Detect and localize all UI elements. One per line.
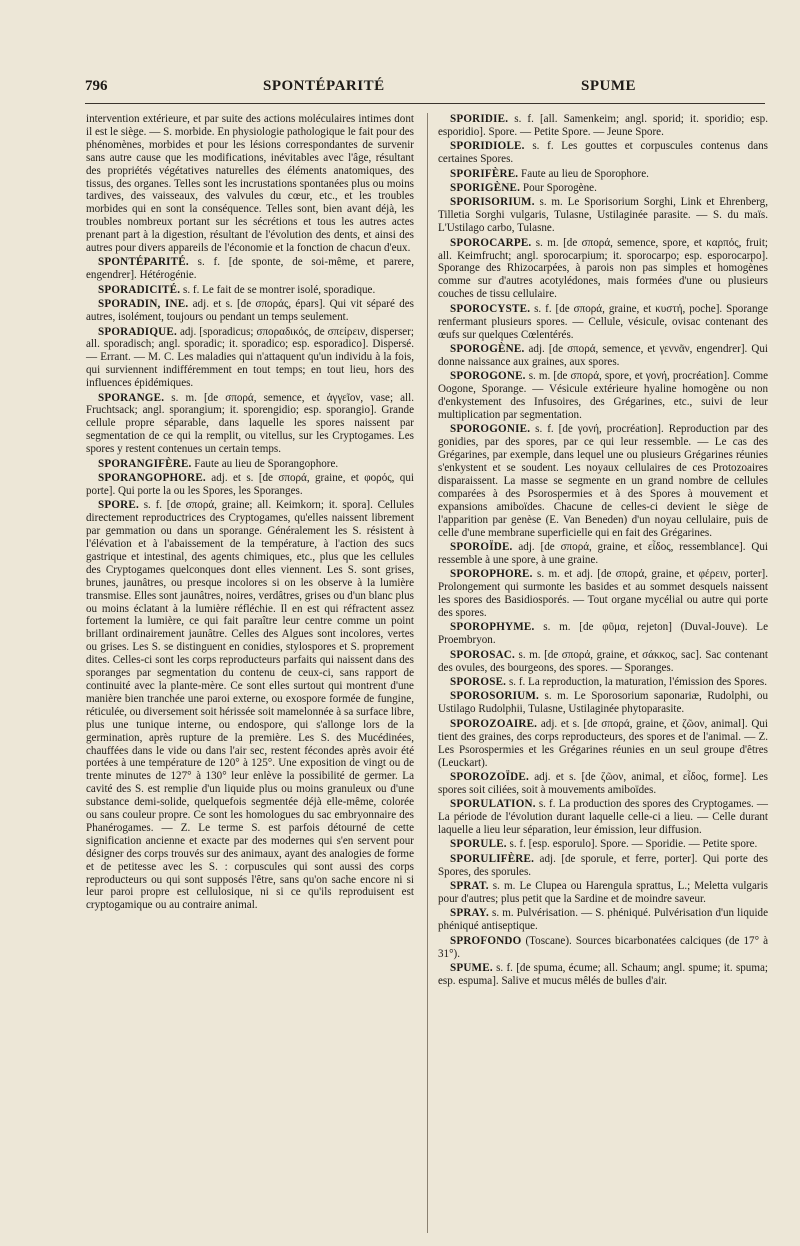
left-column [86,113,414,914]
dictionary-entry [438,182,768,195]
entry-definition: s. m. [de σπορά, graine, et σάκκος, sac]. Sac contenant des ovules, des bourgeons, des spores. — Sporanges. [438,648,768,674]
entry-headword: SPORADICITÉ. [98,283,181,296]
entry-definition: adj. [de σπορά, graine, et εἶδος, ressemblance]. Qui ressemble à une spore, à une graine. [438,541,768,566]
dictionary-entry [438,370,768,422]
page-number: 796 [85,78,108,94]
right-running-head: SPUME [581,78,636,94]
entry-headword: SPOROGONIE. [450,423,531,436]
dictionary-entry [438,962,768,988]
dictionary-entry [438,690,768,716]
entry-headword: SPOROCARPE. [450,236,532,249]
dictionary-entry [438,771,768,797]
entry-headword: SPOROCYSTE. [450,302,531,315]
entry-headword: SPOROPHORE. [450,568,533,581]
entry-headword: SPOROSAC. [450,648,515,661]
entry-definition: s. m. et adj. [de σπορά, graine, et φέρειν, porter]. Prolongement qui surmonte les basides et au sommet desquels naissent les spores des Basidiosporés. — Tout organe mycélial ou autre qui porte des spores. [438,568,768,620]
entry-definition: (Toscane). Sources bicarbonatées calciques (de 17° à 31°). [438,934,768,960]
entry-definition: adj. et s. [de σπορά, graine, et φορός, qui porte]. Qui porte la ou les Spores, les Sporanges. [86,471,414,497]
entry-headword: SPRAY. [450,907,489,920]
entry-definition: s. m. [de φῦμα, rejeton] (Duval-Jouve). Le Proembryon. [438,621,768,647]
dictionary-entry [438,676,768,689]
dictionary-entry [438,798,768,837]
entry-definition: s. f. La production des spores des Cryptogames. — La période de l'évolution durant laquelle celle-ci a lieu. — Celle durant laquelle a lieu leur séparation, leur émission, leur diffusion. [438,798,768,837]
entry-definition: s. f. La reproduction, la maturation, l'émission des Spores. [506,676,767,689]
right-column [438,113,768,989]
entry-headword: SPOROGONE. [450,370,526,383]
dictionary-entry [86,326,414,391]
dictionary-entry [438,196,768,235]
entry-definition: Faute au lieu de Sporophore. [518,167,649,180]
dictionary-entry [438,168,768,181]
dictionary-entry [438,907,768,933]
dictionary-entry [86,298,414,324]
entry-definition: adj. et s. [de σπορά, graine, et ζῶον, animal]. Qui tient des graines, des corps reproducteurs, des spores et de l'animal. — Z. Les Psorospermies et les Grégarines réunies en un seul groupe d'êtres (Leuckart). [438,717,768,769]
entry-headword: SPORANGIFÈRE. [98,457,192,470]
entry-definition: adj. et s. [de ζῶον, animal, et εἶδος, forme]. Les spores soit ciliées, soit à mouvements amiboïdes. [438,770,768,796]
dictionary-entry [438,838,768,851]
dictionary-entry [438,237,768,302]
entry-definition: adj. [sporadicus; σποραδικός, de σπείρειν, disperser; all. sporadisch; angl. sporadic; it. sporadico; esp. esporadico]. Dispersé. — Errant. — M. C. Les maladies qui n'attaquent qu'un individu à la fois, qui surviennent indifféremment en tout temps; en tout lieu, hors des influences épidémiques. [86,325,414,390]
entry-definition: s. m. Le Sporisorium Sorghi, Link et Ehrenberg, Tilletia Sorghi vulgaris, Tulasne, Ustilaginée parasite. — S. du maïs. L'Ustilago carbo, Tulasne. [438,196,768,235]
entry-headword: SPOROZOAIRE. [450,717,538,730]
entry-definition: s. f. [de γονή, procréation]. Reproduction par des gonidies, par des spores, par ce qui leur ressemble. — Le cas des Grégarines, par exemple, dans lequel une ou plusieurs Grégarines réunies s'enkystent et se soudent. Les noyaux cellulaires de ces Protozoaires disparaissent. La masse se segmente en un grand nombre de cellules comparées à des Psorospermies et à des Spores à mouvement et expansions amiboïdes. Chacune de celles-ci devient le siège de l'apparition par genèse (E. Van Beneden) d'un noyau cellulaire, puis de celle d'une membrane superficielle qui en fait des Grégarines. [438,423,768,539]
entry-headword: SPROFONDO [450,934,522,947]
dictionary-entry [86,113,414,255]
entry-headword: SPOROZOÏDE. [450,770,529,783]
entry-headword: SPOROGÈNE. [450,342,525,355]
dictionary-entry [86,499,414,912]
header-rule [85,103,765,104]
entry-definition: s. m. Le Clupea ou Harengula sprattus, L.; Meletta vulgaris pour d'autres; plus petit que la Sardine et de moindre saveur. [438,880,768,906]
dictionary-entry [438,343,768,369]
entry-definition: s. f. [de σπορά, graine; all. Keimkorn; it. spora]. Cellules directement reproductrices des Cryptogames, qu'elles naissent librement par gemmation ou dans un sporange. Généralement les S. résistent à l'élévation et à l'abaissement de la température, à l'action des sucs gastrique et intestinal, des agents chimiques, etc., plus que les cellules des Cryptogames quelconques dont elles viennent. Les S. sont grises, brunes, jaunâtres, ou presque incolores si on les observe à la lumière transmise. Elles sont jaunâtres, noires, verdâtres, grises ou d'un blanc plus ou moins éclatant à la lumière réfléchie. Il en est qui réfractent assez fortement la lumière, ce qui fait paraître leur centre comme un point brillant ordinairement jaunâtre. Celles des Algues sont incolores, vertes ou grises. Les S. se distinguent en conidies, stylospores et S. proprement dites. Celles-ci sont les corps reproducteurs parfaits qui naissent dans des sporanges par segmentation du contenu de ceux-ci, sans rapport de continuité avec la plante-mère. Ce sont elles surtout qui montrent d'une manière bien tranchée une paroi externe, ou exospore formée de fungine, réticulée, ou diversement soit hérissée soit mamelonnée à sa surface libre, plus une tunique interne, ou endospore, qui s'allonge lors de la germination, après rupture de la première. Les S. des Mucédinées, chauffées dans le vide ou dans l'air sec, restent fécondes après avoir été portées à une température de 120° à 125°. Une exposition de vingt ou de trente minutes de 127° à 130° leur enlève la possibilité de germer. La cavité des S. est remplie d'un liquide plus ou moins granuleux ou d'une substance demi-solide, quelquefois segmentée déjà elle-même, colorée ou sans couleur propre. Ce sont les homologues du sac embryonnaire des Phanérogames. — Z. Le terme S. est parfois détourné de cette signification ancienne et exacte par des modernes qui s'en servent pour désigner des corps trouvés sur des animaux, ayant des analogies de forme et de petitesse avec les S. : corpuscules qui sont aussi des corps reproducteurs ou qui sont supposés l'être, sans qu'on sache encore ni si leur paroi propre est cellulosique, ni si ce qu'ils reproduisent est cryptogamique ou au contraire animal. [86,499,414,912]
entry-definition: s. m. [de σπορά, semence, et ἀγγεῖον, vase; all. Fruchtsack; angl. sporangium; it. sporengidio; esp. sporangio]. Grande cellule propre séparable, dans laquelle les spores naissent par segmentation de ce qui la remplit, ou vitellus, sur les Cryptogames. Les spores y restent contenues un certain temps. [86,391,414,456]
entry-definition: s. m. [de σπορά, semence, spore, et καρπός, fruit; all. Keimfrucht; angl. sporocarpium; it. sporocarpo; esp. esporocarpo]. Sporange des Rhizocarpées, à parois non pas simples et homogènes comme sur d'autres acotylédones, mais formées d'une ou plusieurs couches de tissu cellulaire. [438,236,768,301]
dictionary-entry [438,303,768,342]
entry-headword: SPORIGÈNE. [450,182,521,195]
entry-definition: intervention extérieure, et par suite des actions moléculaires intimes dont il est le siège. — S. morbide. En physiologie pathologique le fait pour des phénomènes, morbides et pour les lésions correspondantes de survenir sans autre cause que les modifications, inévitables avec l'âge, résultant des propriétés végétatives naturelles des éléments anatomiques, des tissus, des organes. Telles sont les incrustations spontanées plus ou moins tardives, des vaisseaux, des valvules du cœur, etc., et les troubles morbides qui en sont la conséquence. Telles sont, bien avant déjà, les troubles nombreux portant sur les sécrétions et tous les autres actes prenant part à la digestion, résultant de l'évolution des dents, et ainsi des autres pour divers appareils de l'économie et la fonction de chacun d'eux. [86,113,414,255]
dictionary-entry [438,718,768,770]
dictionary-entry [86,284,414,297]
entry-definition: adj. [de sporule, et ferre, porter]. Qui porte des Spores, des sporules. [438,852,768,878]
entry-definition: adj. et s. [de σποράς, épars]. Qui vit séparé des autres, isolément, toujours ou pendant un temps seulement. [86,298,414,324]
entry-headword: SPORULATION. [450,798,536,811]
dictionary-entry [438,113,768,139]
entry-headword: SPORE. [98,499,139,512]
left-running-head: SPONTÉPARITÉ [263,78,385,94]
dictionary-entry [438,568,768,620]
dictionary-entry [438,649,768,675]
entry-headword: SPOROPHYME. [450,621,535,634]
entry-headword: SPORIDIOLE. [450,140,525,153]
entry-headword: SPORIDIE. [450,113,509,125]
entry-definition: s. m. [de σπορά, spore, et γονή, procréation]. Comme Oogone, Sporange. — Vésicule extérieure hyaline homogène ou non d'enkystement des Infusoires, des Grégarines, etc., suivi de leur multiplication par segmentation. [438,370,768,421]
dictionary-entry [86,458,414,471]
dictionary-entry [438,140,768,166]
entry-definition: s. f. Les gouttes et corpuscules contenus dans certaines Spores. [438,140,768,166]
entry-headword: SPORULIFÈRE. [450,852,535,865]
dictionary-entry [438,935,768,961]
dictionary-entry [438,541,768,567]
entry-definition: s. f. [de spuma, écume; all. Schaum; angl. spume; it. spuma; esp. espuma]. Salive et mucus mêlés de bulles d'air. [438,962,768,987]
entry-definition: s. f. [de σπορά, graine, et κυστή, poche]. Sporange renfermant plusieurs spores. — Cellule, vésicule, ovisac contenant des œufs sur quelques Cœlentérés. [438,302,768,341]
entry-definition: s. f. Le fait de se montrer isolé, sporadique. [180,283,376,296]
entry-headword: SPORISORIUM. [450,196,535,209]
entry-headword: SPORANGOPHORE. [98,471,206,484]
entry-headword: SPRAT. [450,880,489,893]
entry-headword: SPOROSORIUM. [450,690,539,703]
dictionary-entry [438,853,768,879]
entry-headword: SPORADIQUE. [98,325,177,338]
entry-headword: SPORIFÈRE. [450,167,519,180]
entry-headword: SPORANGE. [98,391,165,404]
entry-headword: SPUME. [450,962,493,975]
column-divider [427,113,428,1233]
entry-headword: SPORADIN, INE. [98,298,189,311]
entry-headword: SPOROÏDE. [450,541,513,553]
entry-headword: SPONTÉPARITÉ. [98,256,189,269]
entry-definition: adj. [de σπορά, semence, et γεννᾶν, engendrer]. Qui donne naissance aux graines, aux spores. [438,342,768,368]
entry-definition: s. m. Le Sporosorium saponariæ, Rudolphi, ou Ustilago Rudolphii, Tulasne, Ustilaginée phytoparasite. [438,690,768,716]
entry-definition: s. m. Pulvérisation. — S. phéniqué. Pulvérisation d'un liquide phéniqué antiseptique. [438,907,768,933]
dictionary-entry [438,423,768,539]
entry-definition: Pour Sporogène. [520,182,597,195]
entry-headword: SPOROSE. [450,676,507,689]
entry-definition: s. f. [de sponte, de soi-même, et parere, engendrer]. Hétérogénie. [86,256,414,282]
page-header [85,78,765,104]
dictionary-entry [438,621,768,647]
dictionary-entry [86,472,414,498]
dictionary-entry [438,880,768,906]
entry-headword: SPORULE. [450,838,507,851]
entry-definition: Faute au lieu de Sporangophore. [191,457,339,470]
entry-definition: s. f. [esp. esporulo]. Spore. — Sporidie. — Petite spore. [506,838,758,851]
dictionary-entry [86,256,414,282]
dictionary-entry [86,392,414,457]
entry-definition: s. f. [all. Samenkeim; angl. sporid; it. sporidio; esp. esporidio]. Spore. — Petite Spore. — Jeune Spore. [438,113,768,138]
